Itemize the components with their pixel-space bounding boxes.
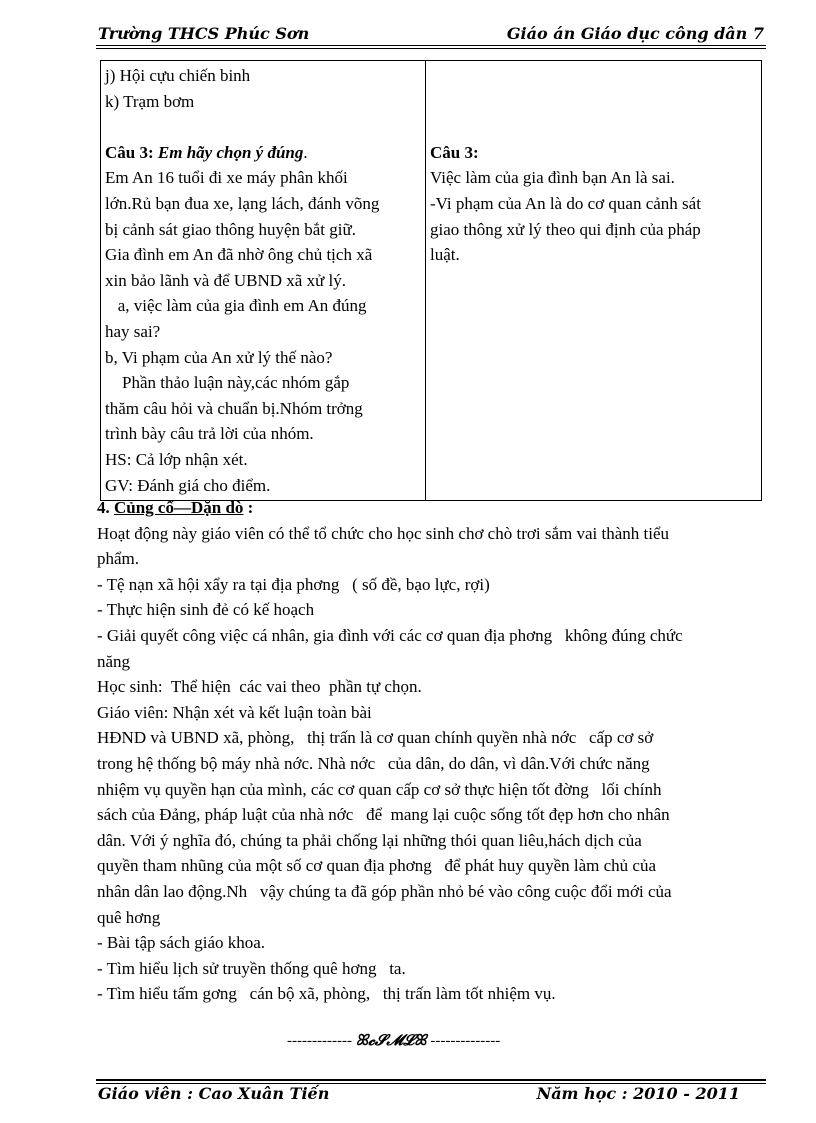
header-school: Trường THCS Phúc Sơn: [98, 24, 310, 43]
answer-line: -Vi phạm của An là do cơ quan cảnh sát: [430, 193, 701, 213]
body-line: sách của Đảng, pháp luật của nhà nớc để mang lại cuộc sống tốt đẹp hơn cho nhân: [97, 805, 670, 825]
section-title-b: Dặn dò: [190, 498, 244, 517]
header-rule-2: [96, 48, 766, 49]
answer-heading: [430, 140, 757, 166]
header-rule: [96, 45, 766, 46]
body-line: - Thực hiện sinh đẻ có kế hoạch: [97, 600, 315, 620]
footer-rule: [96, 1079, 766, 1081]
spacer: [430, 114, 757, 140]
header-subject: Giáo án Giáo dục công dân 7: [506, 24, 764, 43]
section-heading: [97, 495, 767, 521]
body-line: - Tìm hiểu tấm gơng cán bộ xã, phòng, thị trấn làm tốt nhiệm vụ.: [97, 984, 556, 1004]
body-line: Hoạt động này giáo viên có thể tổ chức cho học sinh chơ chò trơi sắm vai thành tiểu: [97, 523, 669, 543]
paragraph-line: b, Vi phạm của An xử lý thế nào?: [105, 347, 333, 367]
section-body: [97, 495, 767, 1007]
body-line: HĐND và UBND xã, phòng, thị trấn là cơ quan chính quyền nhà nớc cấp cơ sở: [97, 728, 654, 748]
paragraph-line: Phần thảo luận này,các nhóm gắp: [105, 373, 350, 393]
answer-line: Việc làm của gia đình bạn An là sai.: [430, 168, 675, 188]
footer-teacher: Giáo viên : Cao Xuân Tiến: [98, 1084, 330, 1103]
question-text: Em hãy chọn ý đúng: [157, 142, 304, 162]
right-cell: [426, 61, 762, 501]
spacer: [105, 114, 421, 140]
paragraph-line: trình bày câu trả lời của nhóm.: [105, 424, 314, 444]
paragraph-line: Em An 16 tuổi đi xe máy phân khối: [105, 168, 348, 188]
body-line: - Bài tập sách giáo khoa.: [97, 933, 266, 953]
paragraph-line: hay sai?: [105, 321, 161, 341]
question-label: Câu 3:: [105, 142, 154, 162]
paragraph-line: Gia đình em An đã nhờ ông chủ tịch xã: [105, 245, 373, 265]
paragraph-line: a, việc làm của gia đình em An đúng: [105, 296, 367, 316]
list-item: j) Hội cựu chiến binh: [105, 66, 251, 85]
body-line: - Tìm hiểu lịch sử truyền thống quê hơng ta.: [97, 958, 406, 978]
section-number: 4.: [97, 498, 110, 517]
section-title-end: :: [247, 498, 254, 517]
ornament-icon: ꕤ𝓬𝓢𝓜𝓛ꕤ: [355, 1031, 427, 1049]
body-line: - Tệ nạn xã hội xẩy ra tại địa phơng ( số đề, bạo lực, rợi): [97, 574, 490, 594]
body-line: quyền tham nhũng của một số cơ quan địa phơng để phát huy quyền làm chủ của: [97, 856, 657, 876]
question-end: .: [303, 142, 308, 162]
list-item: k) Trạm bơm: [105, 91, 195, 111]
body-line: nhân dân lao động.Nh vậy chúng ta đã góp phần nhỏ bé vào công cuộc đổi mới của: [97, 881, 672, 901]
table-row: [101, 61, 762, 501]
answer-label: Câu 3:: [430, 142, 479, 162]
ornament-dashes-right: --------------: [430, 1033, 501, 1049]
spacer: [430, 89, 757, 115]
section-title-dash: —: [173, 498, 191, 517]
paragraph-line: thăm câu hỏi và chuẩn bị.Nhóm trởng: [105, 398, 363, 418]
paragraph-line: xin bảo lãnh và để UBND xã xử lý.: [105, 270, 347, 290]
answer-line: luật.: [430, 245, 460, 265]
answer-line: giao thông xử lý theo qui định của pháp: [430, 219, 701, 239]
section-title-a: Củng cố: [114, 498, 174, 517]
body-line: năng: [97, 651, 131, 671]
ornament-divider: [287, 1031, 500, 1050]
body-line: dân. Với ý nghĩa đó, chúng ta phải chống lại những thói quan liêu,hách dịch của: [97, 830, 642, 850]
paragraph-line: lớn.Rủ bạn đua xe, lạng lách, đánh võng: [105, 193, 380, 213]
ornament-dashes-left: -------------: [287, 1033, 352, 1049]
body-line: quê hơng: [97, 907, 161, 927]
body-line: Học sinh: Thể hiện các vai theo phần tự chọn.: [97, 677, 422, 697]
body-line: nhiệm vụ quyền hạn của mình, các cơ quan cấp cơ sở thực hiện tốt đờng lối chính: [97, 779, 662, 799]
footer-school-year: Năm học : 2010 - 2011: [536, 1084, 740, 1103]
spacer: [430, 63, 757, 89]
body-line: Giáo viên: Nhận xét và kết luận toàn bài: [97, 702, 372, 722]
paragraph-line: HS: Cả lớp nhận xét.: [105, 449, 248, 469]
paragraph-line: bị cảnh sát giao thông huyện bắt giữ.: [105, 219, 356, 239]
body-line: trong hệ thống bộ máy nhà nớc. Nhà nớc của dân, do dân, vì dân.Với chức năng: [97, 753, 650, 773]
paragraph-line: GV: Đánh giá cho điểm.: [105, 475, 271, 495]
body-line: phẩm.: [97, 549, 140, 569]
left-cell: [101, 61, 426, 501]
lesson-table: [100, 60, 762, 501]
question-heading: [105, 140, 421, 166]
body-line: - Giải quyết công việc cá nhân, gia đình với các cơ quan địa phơng không đúng chức: [97, 625, 683, 645]
